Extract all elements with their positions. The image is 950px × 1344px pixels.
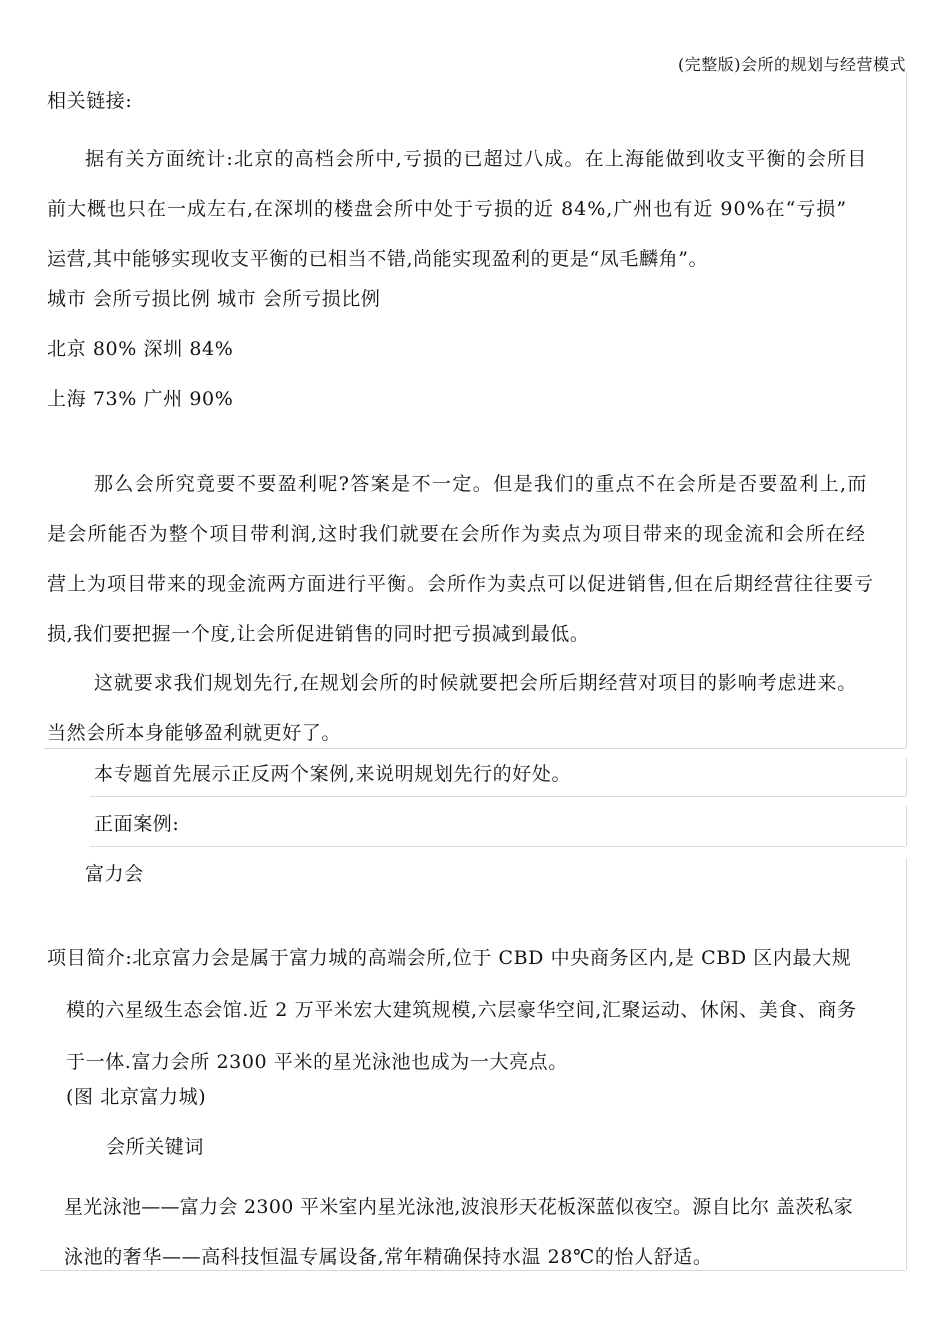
paragraph-line: 营上为项目带来的现金流两方面进行平衡。会所作为卖点可以促进销售,但在后期经营往往要亏 <box>47 573 875 595</box>
stats-paragraph <box>47 134 903 284</box>
frame-line <box>90 796 906 797</box>
loss-table-row: 北京 80% 深圳 84% <box>47 338 234 360</box>
figure-caption: (图 北京富力城) <box>66 1086 207 1108</box>
loss-table-header: 城市 会所亏损比例 城市 会所亏损比例 <box>47 288 381 310</box>
paragraph-line: 前大概也只在一成左右,在深圳的楼盘会所中处于亏损的近 84%,广州也有近 90%在“亏损” <box>47 198 848 220</box>
paragraph-line: 运营,其中能够实现收支平衡的已相当不错,尚能实现盈利的更是“凤毛麟角”。 <box>47 248 709 270</box>
project-intro-paragraph <box>47 932 903 1088</box>
frame-line <box>90 846 906 847</box>
profit-paragraph <box>47 459 903 659</box>
frame-line-right <box>906 72 907 748</box>
paragraph-line: 当然会所本身能够盈利就更好了。 <box>47 722 342 744</box>
paragraph-line: 据有关方面统计:北京的高档会所中,亏损的已超过八成。在上海能做到收支平衡的会所目 <box>85 148 868 170</box>
loss-table-row: 上海 73% 广州 90% <box>47 388 234 410</box>
paragraph-line: 这就要求我们规划先行,在规划会所的时候就要把会所后期经营对项目的影响考虑进来。 <box>94 672 858 694</box>
frame-line-right <box>906 858 907 1270</box>
section-label-related: 相关链接: <box>47 90 133 112</box>
frame-line-right <box>906 758 907 796</box>
paragraph-line: 星光泳池——富力会 2300 平米室内星光泳池,波浪形天花板深蓝似夜空。源自比尔 盖茨私家 <box>64 1196 854 1218</box>
paragraph-line: 模的六星级生态会馆.近 2 万平米宏大建筑规模,六层豪华空间,汇聚运动、休闲、美食、商务 <box>66 999 857 1021</box>
planning-paragraph <box>47 658 903 758</box>
case-name: 富力会 <box>85 863 144 885</box>
document-header-title: (完整版)会所的规划与经营模式 <box>678 55 906 74</box>
paragraph-line: 泳池的奢华——高科技恒温专属设备,常年精确保持水温 28℃的怡人舒适。 <box>64 1246 713 1268</box>
frame-line-right <box>906 806 907 846</box>
paragraph-line: 那么会所究竟要不要盈利呢?答案是不一定。但是我们的重点不在会所是否要盈利上,而 <box>94 473 868 495</box>
paragraph-line: 项目简介:北京富力会是属于富力城的高端会所,位于 CBD 中央商务区内,是 CBD 区内最大规 <box>47 947 852 969</box>
paragraph-line: 于一体.富力会所 2300 平米的星光泳池也成为一大亮点。 <box>66 1051 568 1073</box>
paragraph-line: 是会所能否为整个项目带利润,这时我们就要在会所作为卖点为项目带来的现金流和会所在经 <box>47 523 867 545</box>
topic-intro: 本专题首先展示正反两个案例,来说明规划先行的好处。 <box>94 763 572 785</box>
paragraph-line: 损,我们要把握一个度,让会所促进销售的同时把亏损减到最低。 <box>47 623 590 645</box>
keywords-paragraph <box>64 1182 904 1282</box>
positive-case-label: 正面案例: <box>94 813 180 835</box>
keywords-label: 会所关键词 <box>106 1136 205 1158</box>
